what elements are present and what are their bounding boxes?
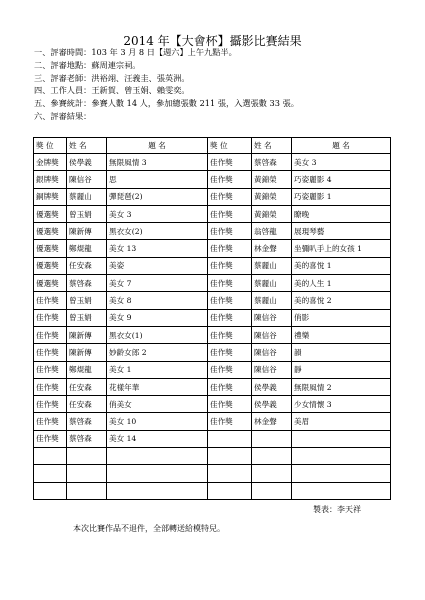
award-cell: 佳作獎 <box>208 326 252 343</box>
title-cell: 展現琴藝 <box>292 223 391 240</box>
name-cell: 黃錦榮 <box>252 171 292 188</box>
title-cell: 美姿 <box>107 257 208 274</box>
award-cell: 佳作獎 <box>34 430 67 447</box>
title-cell: 妙齡女郎 2 <box>107 344 208 361</box>
table-header-row <box>34 138 391 154</box>
award-cell: 佳作獎 <box>34 396 67 413</box>
table-row <box>34 344 391 361</box>
name-cell: 蔡麗山 <box>252 292 292 309</box>
page-title: 2014 年【大會杯】攝影比賽結果 <box>123 34 302 48</box>
title-cell <box>292 448 391 465</box>
name-cell: 曾玉娟 <box>67 309 107 326</box>
title-cell: 美女 9 <box>107 309 208 326</box>
name-cell: 任安森 <box>67 378 107 395</box>
award-cell: 佳作獎 <box>34 292 67 309</box>
info-line: 六、評審結果： <box>34 110 92 121</box>
header-name: 姓 名 <box>67 138 107 154</box>
title-cell: 黑衣女(1) <box>107 326 208 343</box>
award-cell: 佳作獎 <box>208 344 252 361</box>
header-name: 姓 名 <box>252 138 292 154</box>
award-cell <box>208 465 252 482</box>
name-cell: 侯學義 <box>252 378 292 395</box>
award-cell: 佳作獎 <box>208 378 252 395</box>
table-row <box>34 413 391 430</box>
name-cell: 蔡啓森 <box>67 430 107 447</box>
name-cell: 曾玉娟 <box>67 205 107 222</box>
award-cell <box>208 448 252 465</box>
table-row <box>34 378 391 395</box>
name-cell <box>67 465 107 482</box>
title-cell: 韻 <box>292 344 391 361</box>
name-cell: 任安森 <box>67 257 107 274</box>
title-cell: 美的人生 1 <box>292 275 391 292</box>
info-list <box>34 46 299 123</box>
header-title: 題 名 <box>107 138 208 154</box>
name-cell: 陳信谷 <box>252 326 292 343</box>
table-row <box>34 292 391 309</box>
name-cell: 鄭焜龍 <box>67 361 107 378</box>
award-cell <box>34 482 67 499</box>
award-cell: 佳作獎 <box>34 309 67 326</box>
name-cell <box>67 448 107 465</box>
title-cell: 俏美女 <box>107 396 208 413</box>
table-row <box>34 309 391 326</box>
award-cell: 佳作獎 <box>208 275 252 292</box>
award-cell: 佳作獎 <box>208 257 252 274</box>
table-row <box>34 430 391 447</box>
award-cell: 佳作獎 <box>34 344 67 361</box>
award-cell <box>208 482 252 499</box>
maker-credit: 製表：李天祥 <box>313 505 361 514</box>
title-cell: 美女 10 <box>107 413 208 430</box>
title-cell <box>292 430 391 447</box>
award-cell: 佳作獎 <box>34 413 67 430</box>
info-line: 五、參賽統計：參賽人數 14 人，參加總張數 211 張，入選張數 33 張。 <box>34 98 299 109</box>
info-line: 三、評審老師：洪裕翊、汪義圭、張英洲。 <box>34 72 190 83</box>
name-cell: 陳信谷 <box>252 344 292 361</box>
table-row <box>34 154 391 171</box>
table-row <box>34 465 391 482</box>
award-cell: 佳作獎 <box>208 223 252 240</box>
title-cell <box>292 465 391 482</box>
award-cell: 佳作獎 <box>208 396 252 413</box>
name-cell: 陳新傳 <box>67 344 107 361</box>
title-cell <box>107 482 208 499</box>
table-row <box>34 482 391 499</box>
title-cell <box>292 482 391 499</box>
award-cell: 佳作獎 <box>34 326 67 343</box>
title-cell: 美女 8 <box>107 292 208 309</box>
info-line: 四、工作人員：王新賀、曾玉娟、賴雯奕。 <box>34 85 190 96</box>
header-award: 獎 位 <box>208 138 252 154</box>
title-cell: 巧姿麗影 4 <box>292 171 391 188</box>
name-cell <box>252 482 292 499</box>
name-cell <box>252 448 292 465</box>
award-cell: 優選獎 <box>34 257 67 274</box>
table-row <box>34 240 391 257</box>
header-award: 獎 位 <box>34 138 67 154</box>
name-cell: 蔡啓森 <box>252 154 292 171</box>
table-row <box>34 257 391 274</box>
name-cell: 陳信谷 <box>252 309 292 326</box>
name-cell: 翁啓龍 <box>252 223 292 240</box>
award-cell: 佳作獎 <box>208 240 252 257</box>
award-cell: 佳作獎 <box>34 378 67 395</box>
award-cell: 佳作獎 <box>208 154 252 171</box>
name-cell <box>252 430 292 447</box>
name-cell: 侯學義 <box>252 396 292 413</box>
title-cell: 美眉 <box>292 413 391 430</box>
title-cell: 美的喜悅 2 <box>292 292 391 309</box>
info-line: 二、評審地點：蘇周連宗祠。 <box>34 59 141 70</box>
table-row <box>34 223 391 240</box>
title-cell: 俏影 <box>292 309 391 326</box>
title-cell: 坐彌叭手上的女孩 1 <box>292 240 391 257</box>
award-cell: 佳作獎 <box>208 292 252 309</box>
award-cell <box>208 430 252 447</box>
award-cell: 佳作獎 <box>208 413 252 430</box>
results-table <box>33 137 391 500</box>
title-cell: 彈琵琶(2) <box>107 188 208 205</box>
title-cell: 瞭晚 <box>292 205 391 222</box>
award-cell: 佳作獎 <box>208 309 252 326</box>
award-cell <box>34 465 67 482</box>
title-cell: 黑衣女(2) <box>107 223 208 240</box>
name-cell: 蔡麗山 <box>252 275 292 292</box>
footer-note: 本次比賽作品不退件，全部轉送給模特兒。 <box>73 524 225 533</box>
title-cell: 無限風情 2 <box>292 378 391 395</box>
title-cell: 靜 <box>292 361 391 378</box>
title-cell: 美女 7 <box>107 275 208 292</box>
award-cell: 佳作獎 <box>208 205 252 222</box>
name-cell: 蔡啓森 <box>67 275 107 292</box>
award-cell: 銅牌獎 <box>34 188 67 205</box>
table-row <box>34 205 391 222</box>
name-cell: 蔡麗山 <box>67 188 107 205</box>
name-cell: 鄭焜龍 <box>67 240 107 257</box>
table-row <box>34 171 391 188</box>
name-cell: 林金聲 <box>252 240 292 257</box>
award-cell: 佳作獎 <box>208 171 252 188</box>
name-cell <box>252 465 292 482</box>
name-cell: 林金聲 <box>252 413 292 430</box>
title-cell: 少女情懷 3 <box>292 396 391 413</box>
title-cell: 無限風情 3 <box>107 154 208 171</box>
name-cell: 陳信谷 <box>252 361 292 378</box>
name-cell: 陳信谷 <box>67 171 107 188</box>
title-cell: 美女 3 <box>292 154 391 171</box>
award-cell: 銀牌獎 <box>34 171 67 188</box>
award-cell: 佳作獎 <box>208 188 252 205</box>
name-cell: 黃錦榮 <box>252 205 292 222</box>
title-cell: 美女 3 <box>107 205 208 222</box>
name-cell: 黃錦榮 <box>252 188 292 205</box>
table-row <box>34 361 391 378</box>
title-cell: 美女 13 <box>107 240 208 257</box>
name-cell <box>67 482 107 499</box>
header-title: 題 名 <box>292 138 391 154</box>
name-cell: 任安森 <box>67 396 107 413</box>
title-cell <box>107 448 208 465</box>
table-row <box>34 275 391 292</box>
award-cell: 優選獎 <box>34 223 67 240</box>
award-cell <box>34 448 67 465</box>
title-cell: 美女 1 <box>107 361 208 378</box>
title-cell: 禮樂 <box>292 326 391 343</box>
title-cell: 美的喜悅 1 <box>292 257 391 274</box>
award-cell: 佳作獎 <box>208 361 252 378</box>
table-row <box>34 188 391 205</box>
table-row <box>34 326 391 343</box>
title-cell: 美女 14 <box>107 430 208 447</box>
name-cell: 陳新傳 <box>67 223 107 240</box>
award-cell: 佳作獎 <box>34 361 67 378</box>
table-row <box>34 396 391 413</box>
title-cell: 巧姿麗影 1 <box>292 188 391 205</box>
award-cell: 優選獎 <box>34 240 67 257</box>
title-cell: 思 <box>107 171 208 188</box>
name-cell: 曾玉娟 <box>67 292 107 309</box>
name-cell: 侯學義 <box>67 154 107 171</box>
info-line: 一、評審時間：103 年 3 月 8 日【週六】上午九點半。 <box>34 47 237 57</box>
award-cell: 優選獎 <box>34 275 67 292</box>
award-cell: 金牌獎 <box>34 154 67 171</box>
title-cell <box>107 465 208 482</box>
name-cell: 蔡麗山 <box>252 257 292 274</box>
table-row <box>34 448 391 465</box>
award-cell: 優選獎 <box>34 205 67 222</box>
name-cell: 陳新傳 <box>67 326 107 343</box>
name-cell: 蔡啓森 <box>67 413 107 430</box>
title-cell: 花樣年華 <box>107 378 208 395</box>
